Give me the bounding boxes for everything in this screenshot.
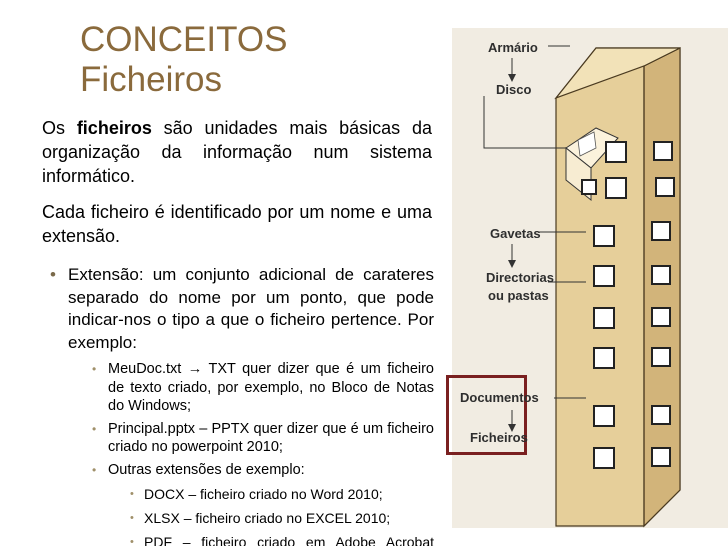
label-armario: Armário xyxy=(488,40,538,55)
title-line-1: CONCEITOS xyxy=(80,20,288,59)
intro-pre: Os xyxy=(42,118,77,138)
title-line-2: Ficheiros xyxy=(80,60,222,99)
label-ficheiros: Ficheiros xyxy=(470,430,528,445)
bullet-icon: • xyxy=(130,536,134,546)
list-item-text: PDF – ficheiro criado em Adobe Acrobat xyxy=(144,534,434,546)
bullet-icon: • xyxy=(92,462,97,477)
slide-body xyxy=(42,116,432,248)
label-gavetas: Gavetas xyxy=(490,226,541,241)
label-disco: Disco xyxy=(496,82,532,97)
bullet-icon: • xyxy=(130,488,134,500)
label-directorias: Directorias xyxy=(486,270,554,285)
list-item-extension xyxy=(50,264,434,354)
bullet-icon: • xyxy=(92,362,97,376)
list-item-text: Outras extensões de exemplo: xyxy=(108,461,305,478)
list-item-principal xyxy=(92,420,434,457)
list-item-text: DOCX – ficheiro criado no Word 2010; xyxy=(144,486,383,502)
intro-bold: ficheiros xyxy=(76,118,152,138)
intro-paragraph xyxy=(42,116,432,188)
list-item-pdf xyxy=(130,533,434,546)
drawer-handle xyxy=(582,180,596,194)
bullet-icon: • xyxy=(92,421,97,436)
extension-paragraph: Cada ficheiro é identificado por um nome e uma extensão. xyxy=(42,202,432,246)
list-item-xlsx xyxy=(130,509,434,527)
label-ou-pastas: ou pastas xyxy=(488,288,549,303)
bullet-list xyxy=(42,264,434,546)
slide-title xyxy=(80,20,287,100)
list-item-meudoc xyxy=(92,360,434,416)
list-item-outras xyxy=(92,461,434,480)
intro-post: são unidades mais básicas da organização da informação num sistema informático. xyxy=(42,118,432,186)
list-item-text: Principal.pptx – PPTX quer dizer que é um ficheiro criado no powerpoint 2010; xyxy=(108,420,434,455)
list-item-text: XLSX – ficheiro criado no EXCEL 2010; xyxy=(144,510,391,526)
list-item-text: Extensão: um conjunto adicional de carateres separado do nome por um ponto, que pode indicar-nos o tipo a que o ficheiro pertence. Por exemplo: xyxy=(68,265,434,352)
list-item-text: MeuDoc.txt → TXT quer dizer que é um ficheiro de texto criado, por exemplo, no Bloco de Notas do Windows; xyxy=(108,361,434,414)
bullet-icon: • xyxy=(50,265,56,284)
list-item-docx xyxy=(130,485,434,503)
label-documentos: Documentos xyxy=(460,390,539,405)
bullet-icon: • xyxy=(130,512,134,524)
